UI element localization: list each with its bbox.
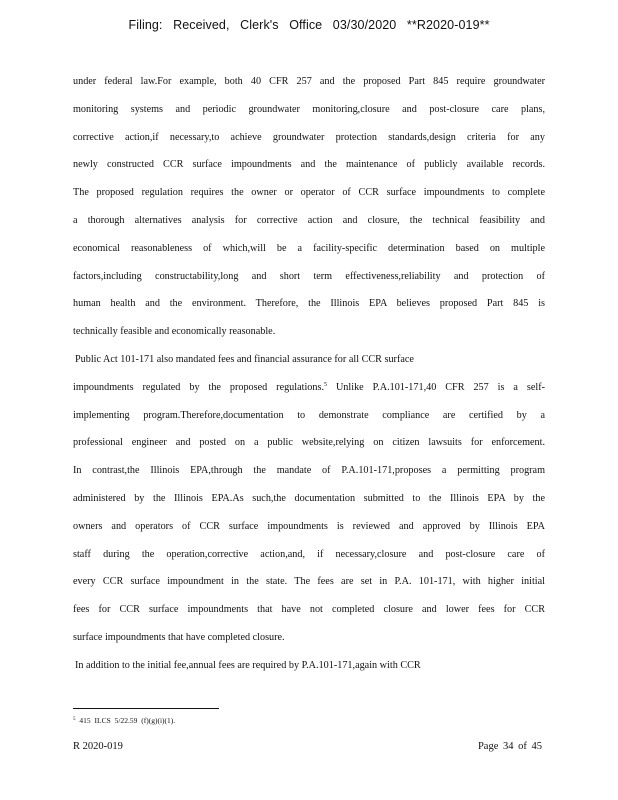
body-line: owners and operators of CCR surface impoundments is reviewed and approved by Illinois EPA: [73, 520, 545, 532]
body-line: factors,including constructability,long and short term effectiveness,reliability and protection of: [73, 270, 545, 282]
filing-header: Filing: Received, Clerk's Office 03/30/2020 **R2020-019**: [128, 18, 490, 32]
line-segment: impoundments regulated by the proposed regulations.: [73, 381, 324, 393]
footnote-divider: [73, 708, 219, 709]
footnote-text: 415 ILCS 5/22.59 (f)(g)(i)(1).: [79, 716, 176, 725]
body-line: a thorough alternatives analysis for corrective action and closure, the technical feasibility and: [73, 214, 545, 226]
body-line: professional engineer and posted on a public website,relying on citizen lawsuits for enforcement.: [73, 437, 545, 449]
paragraph-start-line: In addition to the initial fee,annual fees are required by P.A.101-171,again with CCR: [75, 659, 421, 671]
docket-number: R 2020-019: [73, 741, 123, 752]
body-line: corrective action,if necessary,to achieve groundwater protection standards,design criteria for any: [73, 131, 545, 143]
body-line: fees for CCR surface impoundments that have not completed closure and lower fees for CCR: [73, 604, 545, 616]
paragraph-start-line: Public Act 101-171 also mandated fees and financial assurance for all CCR surface: [75, 353, 414, 365]
footnote: [73, 716, 175, 725]
body-line: under federal law.For example, both 40 CFR 257 and the proposed Part 845 require groundwater: [73, 76, 545, 87]
body-line: newly constructed CCR surface impoundments and the maintenance of publicly available records.: [73, 159, 545, 171]
footnote-marker: 5: [73, 717, 76, 722]
body-line: surface impoundments that have completed closure.: [73, 631, 285, 643]
page-number: Page 34 of 45: [477, 741, 542, 752]
body-line: every CCR surface impoundment in the state. The fees are set in P.A. 101-171, with higher initial: [73, 576, 545, 588]
body-line-with-footnote: [73, 374, 545, 402]
body-line: human health and the environment. Therefore, the Illinois EPA believes proposed Part 845 is: [73, 298, 545, 310]
body-line: economical reasonableness of which,will be a facility-specific determination based on multiple: [73, 242, 545, 254]
page-body: [73, 68, 545, 680]
body-line: implementing program.Therefore,documentation to demonstrate compliance are certified by a: [73, 409, 545, 421]
body-line: In contrast,the Illinois EPA,through the mandate of P.A.101-171,proposes a permitting program: [73, 465, 545, 477]
footnote-reference[interactable]: 5: [324, 381, 327, 388]
line-segment: Unlike P.A.101-171,40 CFR 257 is a self-: [335, 381, 545, 393]
body-line: administered by the Illinois EPA.As such,the documentation submitted to the Illinois EPA by the: [73, 492, 545, 504]
body-line: staff during the operation,corrective action,and, if necessary,closure and post-closure care of: [73, 548, 545, 560]
body-line: monitoring systems and periodic groundwater monitoring,closure and post-closure care plans,: [73, 103, 545, 115]
body-line: The proposed regulation requires the owner or operator of CCR surface impoundments to complete: [73, 187, 545, 199]
body-line: technically feasible and economically reasonable.: [73, 326, 276, 338]
